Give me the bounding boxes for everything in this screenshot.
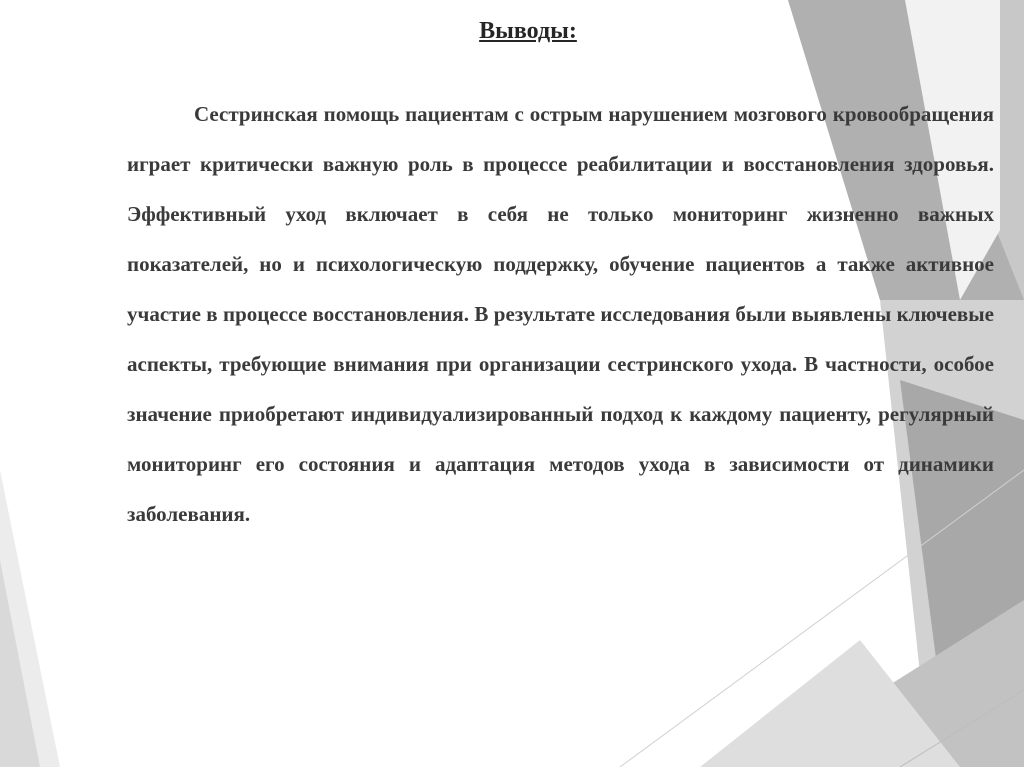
slide-title: Выводы: bbox=[479, 18, 577, 44]
conclusions-paragraph: Сестринская помощь пациентам с острым нарушением мозгового кровообращения играет критически важную роль в процессе реабилитации и восстановления здоровья. Эффективный уход включает в себя не только мониторинг жизненно важных показателей, но и психологическую поддержку, обучение пациентов а также активное участие в процессе восстановления. В результате исследования были выявлены ключевые аспекты, требующие внимания при организации сестринского ухода. В частности, особое значение приобретают индивидуализированный подход к каждому пациенту, регулярный мониторинг его состояния и адаптация методов ухода в зависимости от динамики заболевания. bbox=[127, 102, 994, 526]
